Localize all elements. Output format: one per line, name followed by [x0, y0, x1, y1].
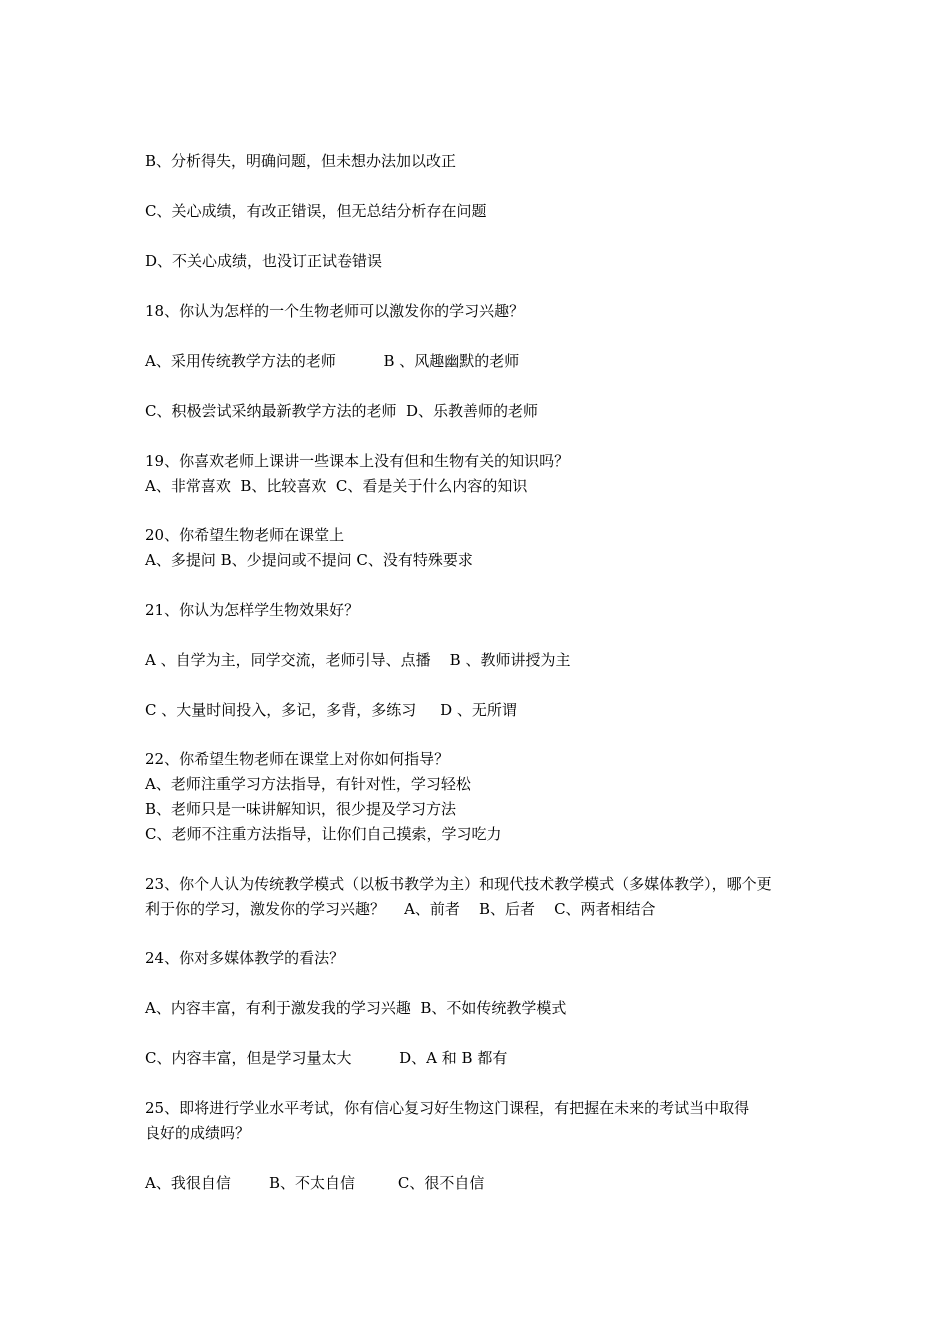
- question-23-continued: 利于你的学习，激发你的学习兴趣？ A、前者 B、后者 C、两者相结合: [145, 900, 656, 918]
- question-25: 25、即将进行学业水平考试，你有信心复习好生物这门课程，有把握在未来的考试当中取得: [145, 1099, 750, 1117]
- question-25-continued: 良好的成绩吗？: [145, 1124, 251, 1142]
- question-18: 18、你认为怎样的一个生物老师可以激发你的学习兴趣？: [145, 302, 525, 320]
- answer-option-line: A、采用传统教学方法的老师 B 、风趣幽默的老师: [145, 352, 520, 370]
- answer-option-line: C 、大量时间投入，多记，多背，多练习 D 、无所谓: [145, 701, 517, 719]
- answer-option-line: A、老师注重学习方法指导，有针对性，学习轻松: [145, 775, 471, 793]
- answer-option-line: C、内容丰富，但是学习量太大 D、A 和 B 都有: [145, 1049, 508, 1067]
- question-23: 23、你个人认为传统教学模式（以板书教学为主）和现代技术教学模式（多媒体教学），哪个更: [145, 875, 772, 893]
- answer-option-line: B、分析得失，明确问题，但未想办法加以改正: [145, 152, 457, 170]
- answer-option-line: A、我很自信 B、不太自信 C、很不自信: [145, 1174, 485, 1192]
- answer-option-line: C、积极尝试采纳最新教学方法的老师 D、乐教善师的老师: [145, 402, 539, 420]
- question-21: 21、你认为怎样学生物效果好？: [145, 601, 360, 619]
- question-22: 22、你希望生物老师在课堂上对你如何指导？: [145, 750, 450, 768]
- answer-option-line: B、老师只是一味讲解知识，很少提及学习方法: [145, 800, 457, 818]
- answer-option-line: A、多提问 B、少提问或不提问 C、没有特殊要求: [145, 551, 473, 569]
- answer-option-line: D、不关心成绩，也没订正试卷错误: [145, 252, 383, 270]
- question-19: 19、你喜欢老师上课讲一些课本上没有但和生物有关的知识吗？: [145, 452, 570, 470]
- question-20: 20、你希望生物老师在课堂上: [145, 526, 345, 544]
- answer-option-line: A、内容丰富，有利于激发我的学习兴趣 B、不如传统教学模式: [145, 999, 567, 1017]
- question-24: 24、你对多媒体教学的看法？: [145, 949, 345, 967]
- answer-option-line: A、非常喜欢 B、比较喜欢 C、看是关于什么内容的知识: [145, 477, 528, 495]
- answer-option-line: A 、自学为主，同学交流，老师引导、点播 B 、教师讲授为主: [145, 651, 571, 669]
- answer-option-line: C、关心成绩，有改正错误，但无总结分析存在问题: [145, 202, 487, 220]
- answer-option-line: C、老师不注重方法指导，让你们自己摸索，学习吃力: [145, 825, 502, 843]
